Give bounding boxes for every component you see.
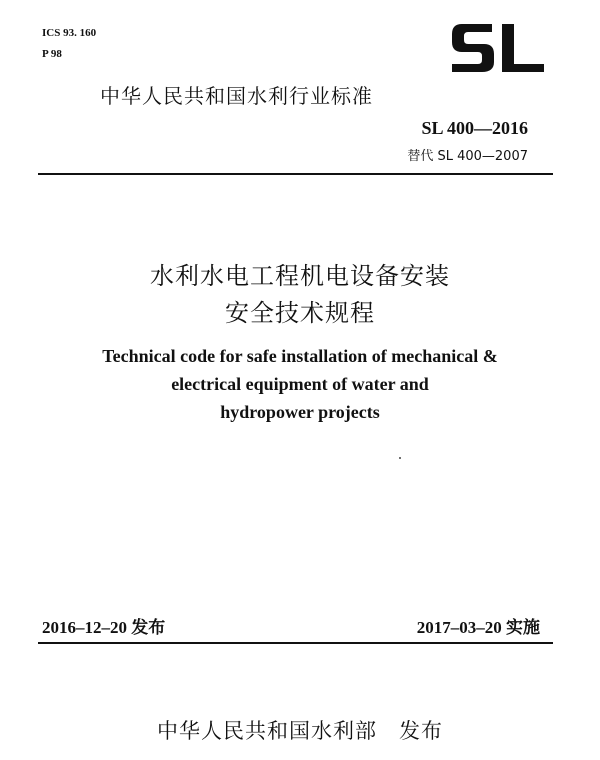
replaces-standard: 替代 SL 400—2007 [407, 149, 528, 164]
classification-code: P 98 [42, 48, 62, 60]
industry-standard-heading: 中华人民共和国水利行业标准 [100, 84, 373, 108]
title-chinese-line-1: 水利水电工程机电设备安装 [150, 262, 450, 290]
print-speck [399, 457, 401, 459]
top-divider [38, 173, 553, 175]
publisher: 中华人民共和国水利部 发布 [157, 719, 443, 743]
ics-code: ICS 93. 160 [42, 27, 97, 39]
title-english-line-3: hydropower projects [220, 402, 380, 422]
title-chinese-line-2: 安全技术规程 [225, 299, 375, 327]
bottom-divider [38, 642, 553, 644]
standard-number: SL 400—2016 [421, 118, 528, 138]
issue-date: 2016–12–20 发布 [42, 618, 166, 637]
title-english-line-2: electrical equipment of water and [171, 374, 429, 394]
sl-logo [448, 20, 548, 76]
title-english [0, 342, 600, 426]
sl-logo-graphic [448, 20, 548, 76]
title-english-line-1: Technical code for safe installation of mechanical & [102, 346, 498, 366]
implementation-date: 2017–03–20 实施 [416, 618, 540, 637]
